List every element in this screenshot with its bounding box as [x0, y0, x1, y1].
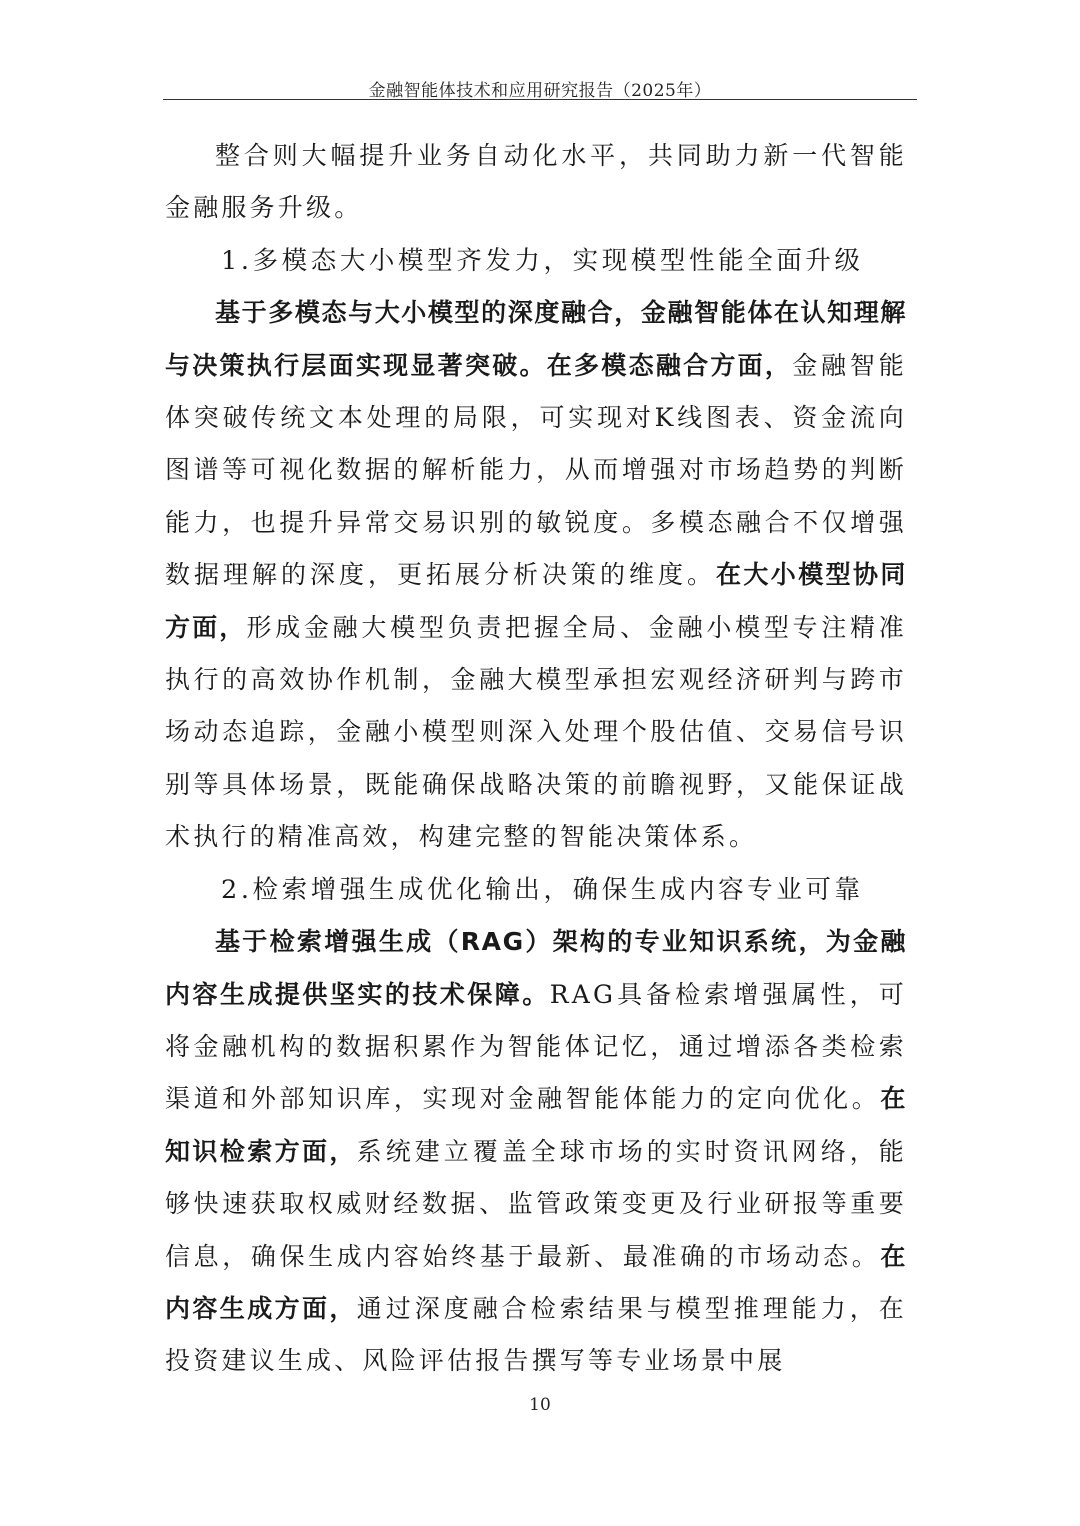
section-2-paragraph — [165, 916, 907, 1388]
section-1-sub1-text: 金融智能体突破传统文本处理的局限，可实现对K线图表、资金流向图谱等可视化数据的解析能力，从而增强对市场趋势的判断能力，也提升异常交易识别的敏锐度。多模态融合不仅增强数据理解的深度，更拓展分析决策的维度。 — [165, 350, 907, 590]
section-1-paragraph — [165, 287, 907, 863]
intro-continuation-paragraph: 整合则大幅提升业务自动化水平，共同助力新一代智能金融服务升级。 — [165, 141, 907, 223]
body-text — [165, 130, 907, 1388]
section-2-lead-text: RAG具备检索增强属性，可将金融机构的数据积累作为智能体记忆，通过增添各类检索渠道和外部知识库，实现对金融智能体能力的定向优化。 — [165, 979, 907, 1114]
page-number: 10 — [529, 1395, 551, 1415]
section-1-heading: 1.多模态大小模型齐发力，实现模型性能全面升级 — [221, 245, 864, 276]
section-2-heading: 2.检索增强生成优化输出，确保生成内容专业可靠 — [221, 874, 864, 905]
section-1-sub2-bold: 在大小模型协同方面， — [165, 560, 907, 642]
section-2-sub1-text: 系统建立覆盖全球市场的实时资讯网络，能够快速获取权威财经数据、监管政策变更及行业研报等重要信息，确保生成内容始终基于最新、最准确的市场动态。 — [165, 1136, 907, 1271]
section-2-lead-bold: 基于检索增强生成（RAG）架构的专业知识系统，为金融内容生成提供坚实的技术保障。 — [165, 927, 907, 1009]
section-1-sub2-text: 形成金融大模型负责把握全局、金融小模型专注精准执行的高效协作机制，金融大模型承担宏观经济研判与跨市场动态追踪，金融小模型则深入处理个股估值、交易信号识别等具体场景，既能确保战略决策的前瞻视野，又能保证战术执行的精准高效，构建完整的智能决策体系。 — [165, 612, 907, 852]
running-header: 金融智能体技术和应用研究报告（2025年） — [368, 81, 712, 101]
section-2-sub2-bold: 在内容生成方面， — [165, 1241, 907, 1323]
section-2-sub1-bold: 在知识检索方面， — [165, 1084, 907, 1166]
section-1-lead-bold: 基于多模态与大小模型的深度融合，金融智能体在认知理解与决策执行层面实现显著突破。 — [165, 298, 907, 380]
header-rule — [163, 99, 917, 100]
section-2-sub2-text: 通过深度融合检索结果与模型推理能力，在投资建议生成、风险评估报告撰写等专业场景中展 — [165, 1293, 907, 1376]
section-1-sub1-bold: 在多模态融合方面， — [546, 350, 793, 380]
